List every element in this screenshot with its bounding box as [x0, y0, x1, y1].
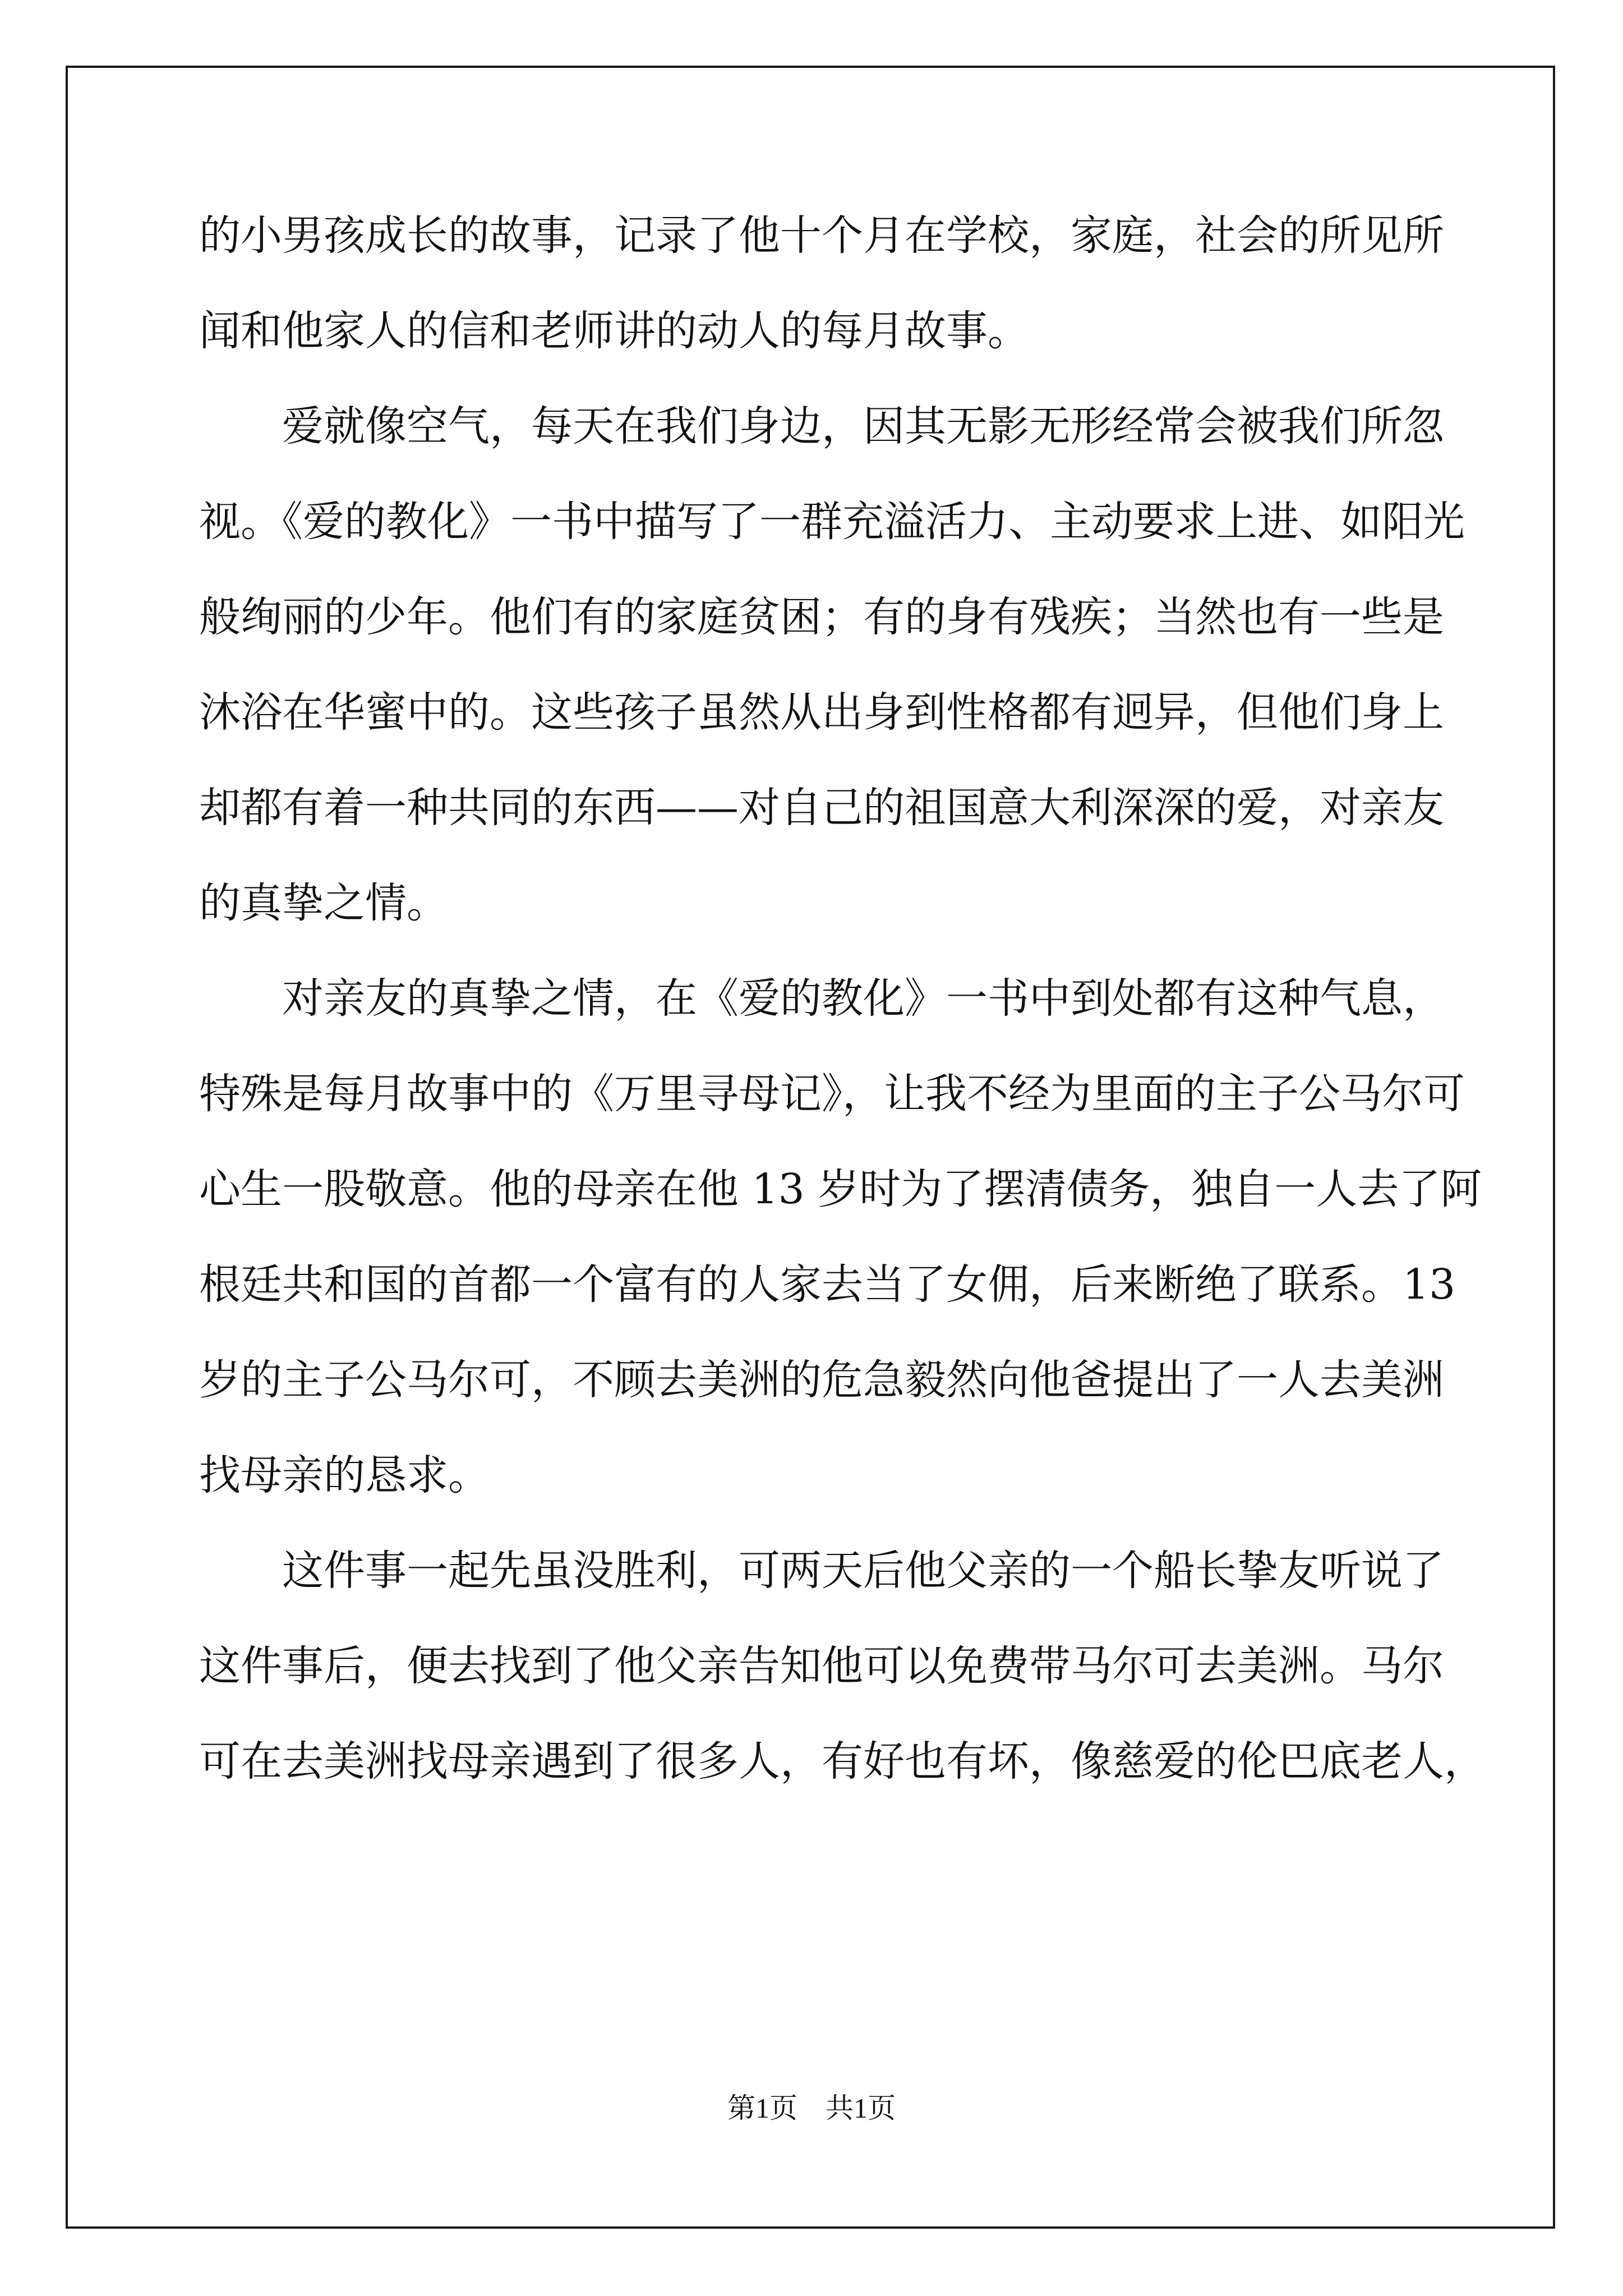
text-line: 却都有着一种共同的东西——对自己的祖国意大利深深的爱，对亲友 — [199, 784, 1444, 832]
text-line: 闻和他家人的信和老师讲的动人的每月故事。 — [199, 307, 1029, 355]
text-line: 对亲友的真挚之情，在《爱的教化》一书中到处都有这种气息， — [282, 974, 1444, 1023]
text-line: 的小男孩成长的故事，记录了他十个月在学校，家庭，社会的所见所 — [199, 211, 1444, 260]
text-line: 般绚丽的少年。他们有的家庭贫困；有的身有残疾；当然也有一些是 — [199, 593, 1444, 641]
text-line: 根廷共和国的首都一个富有的人家去当了女佣，后来断绝了联系。13 — [199, 1260, 1456, 1309]
text-line: 心生一股敬意。他的母亲在他 13 岁时为了摆清债务，独自一人去了阿 — [199, 1165, 1482, 1213]
text-line: 可在去美洲找母亲遇到了很多人，有好也有坏，像慈爱的伦巴底老人， — [199, 1737, 1486, 1786]
text-line: 视。《爱的教化》一书中描写了一群充溢活力、主动要求上进、如阳光 — [199, 498, 1465, 546]
page-footer — [0, 2091, 1623, 2125]
text-line: 岁的主子公马尔可，不顾去美洲的危急毅然向他爸提出了一人去美洲 — [199, 1356, 1444, 1404]
page-total: 共1页 — [826, 2092, 896, 2124]
page-number: 第1页 — [727, 2092, 797, 2124]
text-line: 爱就像空气，每天在我们身边，因其无影无形经常会被我们所忽 — [282, 402, 1444, 450]
text-line: 的真挚之情。 — [199, 879, 448, 927]
text-line: 这件事后，便去找到了他父亲告知他可以免费带马尔可去美洲。马尔 — [199, 1642, 1444, 1690]
page-border — [66, 66, 1555, 2229]
text-line: 这件事一起先虽没胜利，可两天后他父亲的一个船长挚友听说了 — [282, 1547, 1444, 1595]
text-line: 特殊是每月故事中的《万里寻母记》，让我不经为里面的主子公马尔可 — [199, 1070, 1465, 1118]
text-line: 沐浴在华蜜中的。这些孩子虽然从出身到性格都有迥异，但他们身上 — [199, 688, 1444, 737]
text-line: 找母亲的恳求。 — [199, 1451, 490, 1499]
